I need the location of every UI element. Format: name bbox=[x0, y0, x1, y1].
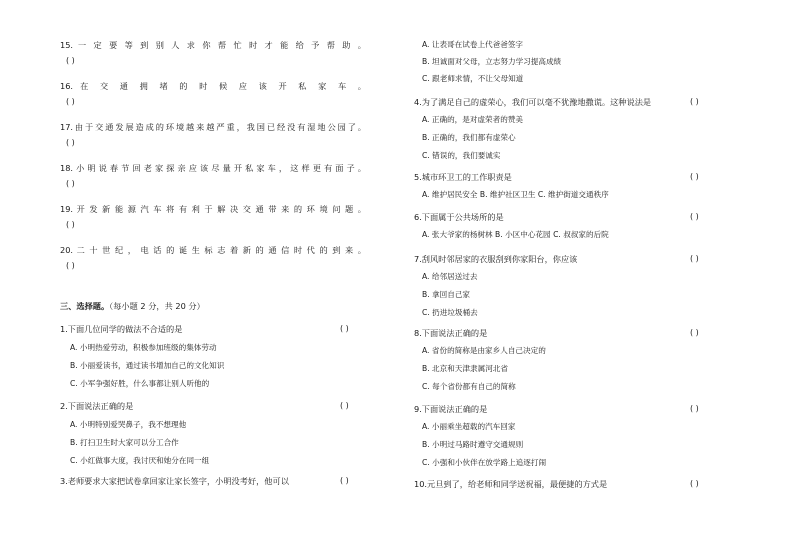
section-label: 三、选择题。 bbox=[60, 301, 110, 311]
answer-paren: ( ) bbox=[66, 56, 75, 65]
answer-paren: ( ) bbox=[690, 212, 699, 221]
option-c: C. 扔进垃圾桶去 bbox=[422, 308, 478, 317]
option-c: C. 错误的，我们要诚实 bbox=[422, 151, 501, 160]
answer-paren: ( ) bbox=[690, 479, 699, 488]
option-a: A. 张大爷家的杨树林 B. 小区中心花园 C. 叔叔家的后院 bbox=[422, 230, 609, 239]
tf-question-17: 17.由于交通发展造成的环境越来越严重，我国已经没有湿地公园了。 bbox=[60, 122, 366, 132]
mc-question-3: 3.老师要求大家把试卷拿回家让家长签字，小明没考好，他可以 bbox=[60, 476, 289, 486]
answer-paren: ( ) bbox=[66, 220, 75, 229]
option-b: B. 北京和天津隶属河北省 bbox=[422, 364, 508, 373]
mc-question-7: 7.刮风时邻居家的衣服刮到你家阳台，你应该 bbox=[414, 254, 578, 264]
answer-paren: ( ) bbox=[690, 172, 699, 181]
tf-question-18: 18.小明说春节回老家探亲应该尽量开私家车，这样更有面子。 bbox=[60, 163, 366, 173]
tf-question-19: 19. 开 发 新 能 源 汽 车 将 有 利 于 解 决 交 通 带 来 的 环 境 问 题 。 bbox=[60, 204, 366, 214]
answer-paren: ( ) bbox=[66, 97, 75, 106]
option-a: A. 维护居民安全 B. 维护社区卫生 C. 维护街道交通秩序 bbox=[422, 190, 609, 199]
mc-question-5: 5.城市环卫工的工作职责是 bbox=[414, 172, 512, 182]
option-c: C. 小强和小伙伴在放学路上追逐打闹 bbox=[422, 458, 547, 467]
tf-question-15: 15. 一 定 要 等 到 别 人 求 你 帮 忙 时 才 能 给 予 帮 助 。 bbox=[60, 40, 366, 50]
option-a: A. 正确的，是对虚荣者的赞美 bbox=[422, 115, 524, 124]
answer-paren: ( ) bbox=[66, 179, 75, 188]
q3-option-c: C. 跟老师求情，不让父母知道 bbox=[422, 74, 524, 83]
option-b: B. 拿回自己家 bbox=[422, 290, 471, 299]
answer-paren: ( ) bbox=[690, 404, 699, 413]
answer-paren: ( ) bbox=[690, 97, 699, 106]
option-c: C. 小红做事大度，我讨厌和她分在同一组 bbox=[70, 456, 210, 465]
mc-question-10: 10.元旦到了，给老师和同学送祝福，最便捷的方式是 bbox=[414, 479, 608, 489]
answer-paren: ( ) bbox=[690, 254, 699, 263]
mc-question-9: 9.下面说法正确的是 bbox=[414, 404, 488, 414]
q3-option-b: B. 坦诚面对父母，立志努力学习提高成绩 bbox=[422, 57, 562, 66]
mc-question-8: 8.下面说法正确的是 bbox=[414, 328, 488, 338]
option-a: A. 小明特别爱哭鼻子，我不想理他 bbox=[70, 420, 187, 429]
q3-option-a: A. 让表哥在试卷上代爸爸签字 bbox=[422, 40, 524, 49]
tf-question-20: 20. 二 十 世 纪 ， 电 话 的 诞 生 标 志 着 新 的 通 信 时 代 的 到 来 。 bbox=[60, 245, 366, 255]
section-note: （每小题 2 分，共 20 分） bbox=[109, 301, 205, 311]
mc-question-6: 6.下面属于公共场所的是 bbox=[414, 212, 504, 222]
mc-question-4: 4.为了满足自己的虚荣心，我们可以毫不犹豫地撒谎。这种说法是 bbox=[414, 97, 652, 107]
option-b: B. 打扫卫生时大家可以分工合作 bbox=[70, 438, 179, 447]
option-a: A. 给邻居送过去 bbox=[422, 272, 478, 281]
option-a: A. 省份的简称是由家乡人自己决定的 bbox=[422, 346, 546, 355]
section-heading bbox=[60, 301, 205, 312]
option-b: B. 小丽爱读书，通过读书增加自己的文化知识 bbox=[70, 361, 225, 370]
mc-question-2: 2.下面说法正确的是 bbox=[60, 401, 134, 411]
option-a: A. 小丽乘坐超载的汽车回家 bbox=[422, 422, 516, 431]
tf-question-16: 16. 在 交 通 拥 堵 的 时 候 应 该 开 私 家 车 。 bbox=[60, 81, 366, 91]
answer-paren: ( ) bbox=[690, 328, 699, 337]
option-c: C. 每个省份都有自己的简称 bbox=[422, 382, 516, 391]
option-b: B. 小明过马路时遵守交通规则 bbox=[422, 440, 524, 449]
answer-paren: ( ) bbox=[340, 476, 349, 485]
answer-paren: ( ) bbox=[340, 401, 349, 410]
option-b: B. 正确的，我们都有虚荣心 bbox=[422, 133, 516, 142]
answer-paren: ( ) bbox=[66, 261, 75, 270]
mc-question-1: 1.下面几位同学的做法不合适的是 bbox=[60, 324, 183, 334]
answer-paren: ( ) bbox=[340, 324, 349, 333]
answer-paren: ( ) bbox=[66, 138, 75, 147]
option-c: C. 小军争强好胜，什么事都让别人听他的 bbox=[70, 379, 210, 388]
option-a: A. 小明热爱劳动，积极参加班级的集体劳动 bbox=[70, 343, 217, 352]
